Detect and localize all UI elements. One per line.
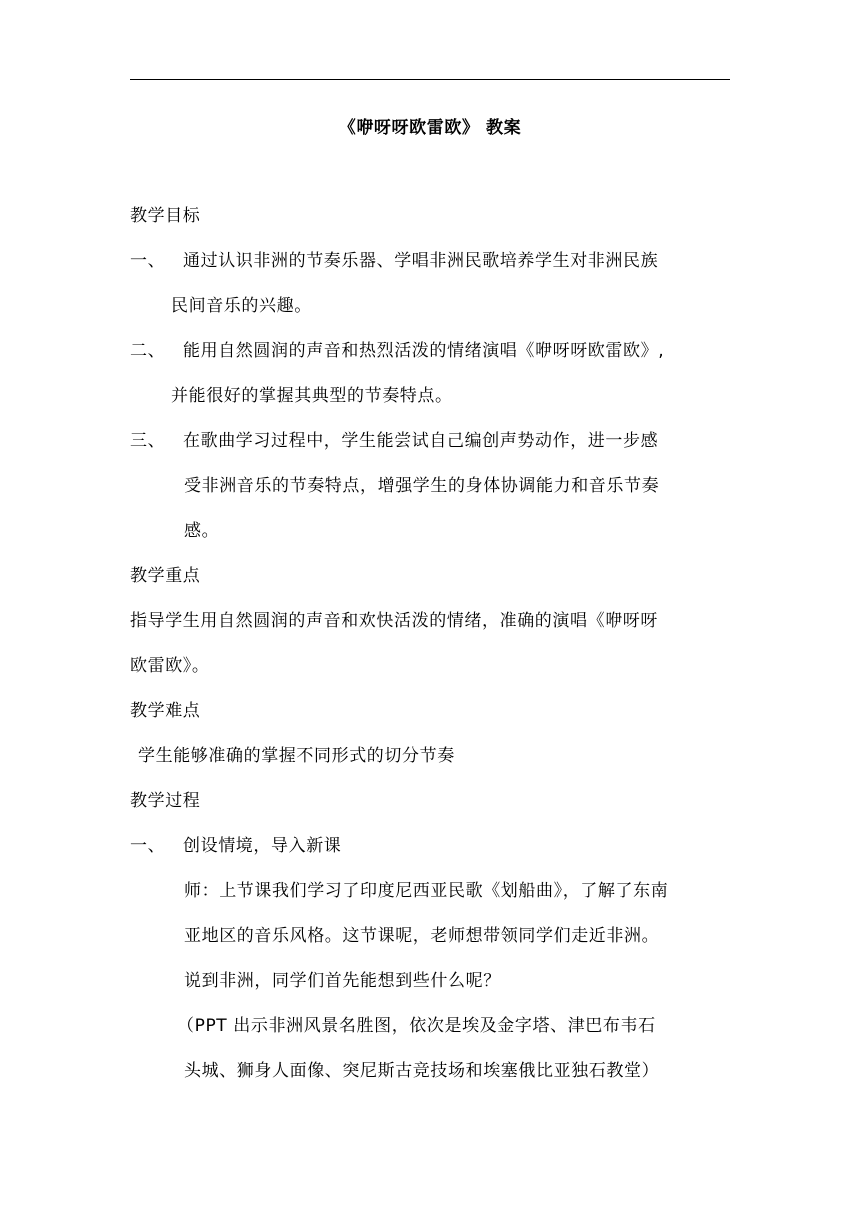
goal-text-1a: 通过认识非洲的节奏乐器、学唱非洲民歌培养学生对非洲民族 (183, 251, 659, 271)
ppt-note-line-2: 头城、狮身人面像、突尼斯古竞技场和埃塞俄比亚独石教堂） (184, 1061, 660, 1081)
teacher-line-1: 师：上节课我们学习了印度尼西亚民歌《划船曲》，了解了东南 (184, 881, 669, 901)
goal-text-2a: 能用自然圆润的声音和热烈活泼的情绪演唱《咿呀呀欧雷欧》, (183, 341, 665, 361)
key-points-text-1: 指导学生用自然圆润的声音和欢快活泼的情绪，准确的演唱《咿呀呀 (130, 611, 658, 631)
goal-text-3c: 感。 (184, 521, 220, 541)
header-rule (130, 79, 730, 80)
key-points-heading: 教学重点 (130, 566, 201, 586)
teacher-line-2: 亚地区的音乐风格。这节课呢，老师想带领同学们走近非洲。 (184, 926, 660, 946)
ppt-note-line-1: （PPT 出示非洲风景名胜图，依次是埃及金字塔、津巴布韦石 (177, 1016, 656, 1036)
goal-text-3b: 受非洲音乐的节奏特点，增强学生的身体协调能力和音乐节奏 (184, 476, 660, 496)
goal-text-3a: 在歌曲学习过程中，学生能尝试自己编创声势动作，进一步感 (183, 431, 659, 451)
difficulties-text: 学生能够准确的掌握不同形式的切分节奏 (138, 746, 455, 766)
process-step-1-title: 创设情境，导入新课 (183, 836, 342, 856)
teacher-line-3: 说到非洲，同学们首先能想到些什么呢？ (184, 971, 501, 991)
goal-marker-2: 二、 (130, 341, 166, 361)
goal-marker-3: 三、 (130, 431, 166, 451)
difficulties-heading: 教学难点 (130, 701, 201, 721)
process-step-1-marker: 一、 (130, 836, 166, 856)
goal-text-1b: 民间音乐的兴趣。 (171, 296, 312, 316)
goals-heading: 教学目标 (130, 206, 201, 226)
document-title: 《咿呀呀欧雷欧》 教案 (338, 118, 522, 138)
key-points-text-2: 欧雷欧》。 (130, 656, 210, 676)
process-heading: 教学过程 (130, 791, 201, 811)
goal-marker-1: 一、 (130, 251, 166, 271)
goal-text-2b: 并能很好的掌握其典型的节奏特点。 (171, 386, 453, 406)
